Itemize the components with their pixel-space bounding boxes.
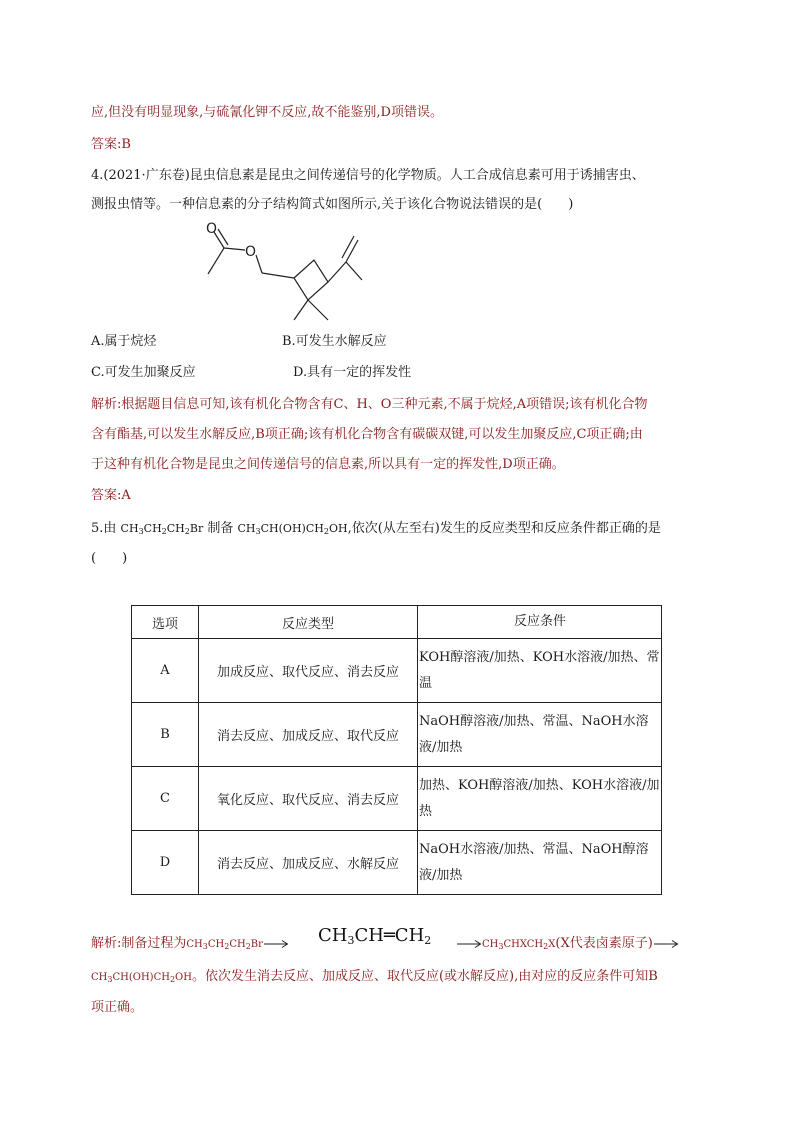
bond-isopropenyl — [328, 262, 346, 282]
bond-ester — [224, 248, 245, 250]
q5-stem-prefix: 5.由 — [91, 521, 117, 536]
atom-o-carbonyl: O — [206, 221, 218, 237]
cell-option: D — [132, 831, 199, 895]
q4-option-d: D.具有一定的挥发性 — [293, 365, 412, 380]
table-row — [132, 639, 662, 703]
prev-explanation-continued: 应,但没有明显现象,与硫氰化钾不反应,故不能鉴别,D项错误。 — [91, 105, 443, 120]
cell-option: A — [132, 639, 199, 703]
arrow-right-icon — [456, 939, 482, 949]
bond-isopropenyl-methyl — [346, 262, 362, 280]
q4-option-a: A.属于烷烃 — [91, 334, 157, 349]
q5-stem-suffix: ,依次(从左至右)发生的反应类型和反应条件都正确的是 — [347, 521, 661, 536]
table-row — [132, 831, 662, 895]
q5-explanation-line1-tail — [456, 935, 679, 956]
atom-o-ester: O — [245, 244, 257, 260]
q4-explanation-line2: 含有酯基,可以发生水解反应,B项正确;该有机化合物含有碳碳双键,可以发生加聚反应,C项正确;由 — [91, 427, 643, 442]
bond-o-ch2 — [256, 255, 262, 273]
q5-explanation-line1 — [91, 935, 289, 956]
prev-answer: 答案:B — [91, 137, 131, 152]
q5-stem-line2: ( ) — [91, 551, 128, 566]
cell-reaction-type: 氧化反应、取代反应、消去反应 — [199, 767, 418, 831]
q5-stem-mid: 制备 — [207, 521, 234, 536]
table-row — [132, 703, 662, 767]
q5-target-compound: $CH_3CH(OH)CH_2OH$ — [237, 522, 348, 536]
table-header-row — [132, 606, 662, 639]
header-reaction-condition: 反应条件 — [418, 606, 662, 639]
q5-stem-line1 — [91, 520, 661, 541]
bond-methyl-b — [308, 300, 328, 320]
q4-explanation-line1: 解析:根据题目信息可知,该有机化合物含有C、H、O三种元素,不属于烷烃,A项错误;该有机化合物 — [91, 397, 648, 412]
q5-scheme-start: $CH_3CH_2CH_2Br$ — [186, 939, 263, 951]
cell-reaction-type: 加成反应、取代反应、消去反应 — [199, 639, 418, 703]
q4-answer: 答案:A — [91, 488, 131, 503]
bond-ch2-ring — [262, 273, 294, 278]
q4-option-c: C.可发生加聚反应 — [91, 365, 196, 380]
q5-scheme-product: $CH_3CH(OH)CH_2OH$ — [91, 972, 192, 984]
bond-methyl — [208, 248, 224, 274]
bond-methyl-a — [294, 300, 308, 320]
q5-explanation-text: 。依次发生消去反应、加成反应、取代反应(或水解反应),由对应的反应条件可知B — [191, 969, 658, 984]
cyclobutane-ring — [294, 260, 328, 300]
cell-reaction-condition: KOH醇溶液/加热、KOH水溶液/加热、常温 — [418, 639, 662, 703]
q5-scheme-dihalide: $CH_3CHXCH_2X$ — [482, 939, 556, 951]
cell-option: B — [132, 703, 199, 767]
pheromone-structure-diagram — [190, 218, 370, 328]
q5-explanation-prefix: 解析:制备过程为 — [91, 936, 187, 951]
arrow-right-icon — [653, 939, 679, 949]
q5-explanation-line3: 项正确。 — [91, 1000, 144, 1015]
bond-vinyl — [346, 240, 358, 262]
table-row — [132, 767, 662, 831]
arrow-right-icon — [263, 939, 289, 949]
q5-scheme-note: (X代表卤素原子) — [555, 936, 653, 951]
cell-option: C — [132, 767, 199, 831]
cell-reaction-type: 消去反应、加成反应、水解反应 — [199, 831, 418, 895]
header-reaction-type: 反应类型 — [199, 606, 418, 639]
header-option: 选项 — [132, 606, 199, 639]
q5-start-compound: $CH_3CH_2CH_2Br$ — [120, 522, 204, 536]
q5-explanation-line2 — [91, 968, 658, 989]
cell-reaction-condition: NaOH醇溶液/加热、常温、NaOH水溶液/加热 — [418, 703, 662, 767]
q4-option-b: B.可发生水解反应 — [282, 334, 387, 349]
cell-reaction-type: 消去反应、加成反应、取代反应 — [199, 703, 418, 767]
cell-reaction-condition: 加热、KOH醇溶液/加热、KOH水溶液/加热 — [418, 767, 662, 831]
q4-stem-line1: 4.(2021·广东卷)昆虫信息素是昆虫之间传递信号的化学物质。人工合成信息素可用于诱捕害虫、 — [91, 168, 645, 183]
q4-explanation-line3: 于这种有机化合物是昆虫之间传递信号的信息素,所以具有一定的挥发性,D项正确。 — [91, 457, 565, 472]
q5-scheme-alkene: CH3CH═CH2 — [318, 925, 432, 947]
q4-stem-line2: 测报虫情等。一种信息素的分子结构简式如图所示,关于该化合物说法错误的是( ) — [91, 197, 574, 212]
cell-reaction-condition: NaOH水溶液/加热、常温、NaOH醇溶液/加热 — [418, 831, 662, 895]
reaction-options-table — [131, 605, 662, 895]
